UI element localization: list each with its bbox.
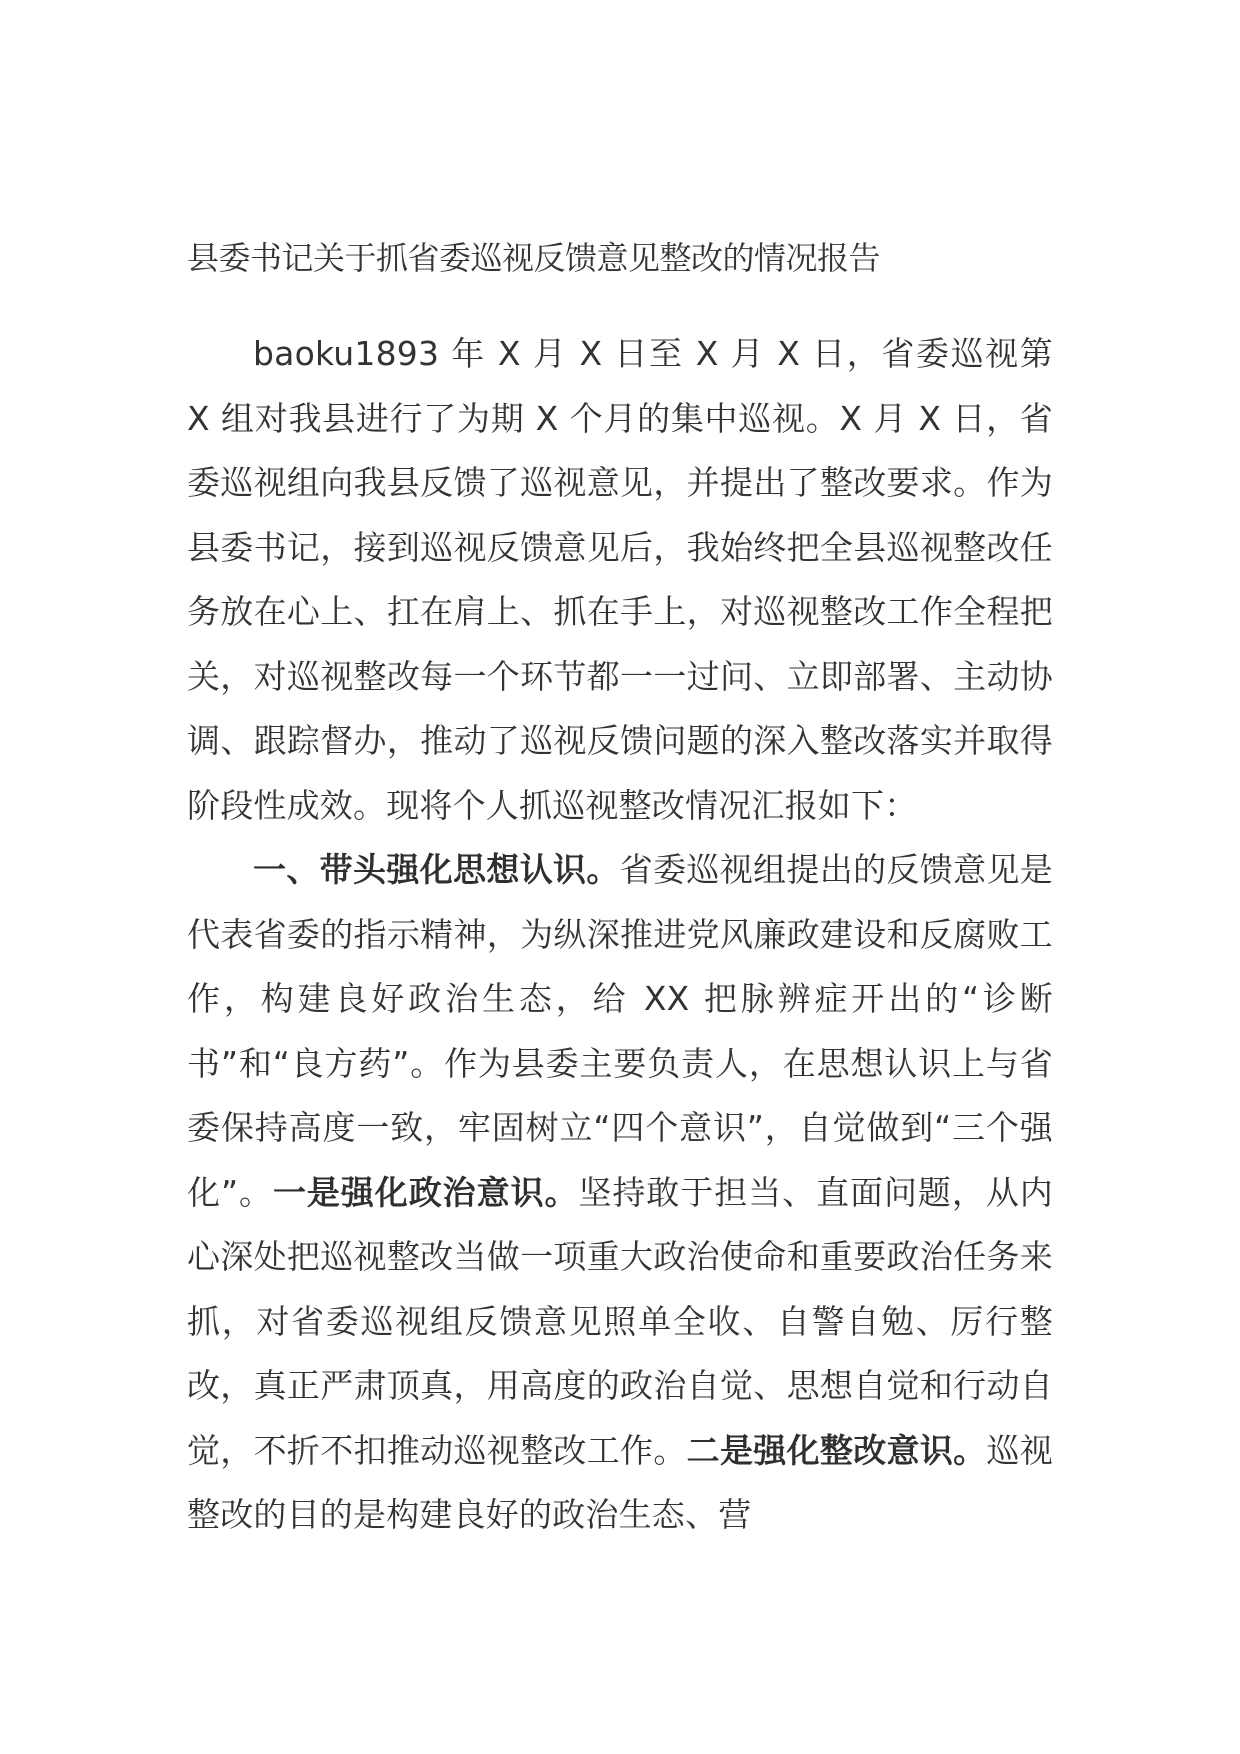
point-one-text: 坚持敢于担当、直面问题，从内心深处把巡视整改当做一项重大政治使命和重要政治任务来抓，对省委巡视组反馈意见照单全收、自警自勉、厉行整改，真正严肃顶真，用高度的政治自觉、思想自觉和行动自觉，不折不扣推动巡视整改工作。 [187, 1172, 1053, 1470]
document-body [187, 322, 1053, 1548]
intro-paragraph: baoku1893 年 X 月 X 日至 X 月 X 日，省委巡视第 X 组对我县进行了为期 X 个月的集中巡视。X 月 X 日，省委巡视组向我县反馈了巡视意见，并提出了整改要求。作为县委书记，接到巡视反馈意见后，我始终把全县巡视整改任务放在心上、扛在肩上、抓在手上，对巡视整改工作全程把关，对巡视整改每一个环节都一一过问、立即部署、主动协调、跟踪督办，推动了巡视反馈问题的深入整改落实并取得阶段性成效。现将个人抓巡视整改情况汇报如下： [187, 334, 1053, 825]
section-one-paragraph [187, 838, 1053, 1548]
point-two-heading: 二是强化整改意识。 [686, 1430, 987, 1470]
section-one-text: 省委巡视组提出的反馈意见是代表省委的指示精神，为纵深推进党风廉政建设和反腐败工作，构建良好政治生态，给 XX 把脉辨症开出的“诊断书”和“良方药”。作为县委主要负责人，在思想认识上与省委保持高度一致，牢固树立“四个意识”，自觉做到“三个强化”。 [187, 850, 1053, 1212]
point-one-heading: 一是强化政治意识。 [272, 1172, 579, 1212]
point-two-text: 巡视整改的目的是构建良好的政治生态、营 [187, 1430, 1053, 1534]
section-one-heading: 一、带头强化思想认识。 [253, 850, 620, 889]
document-title: 县委书记关于抓省委巡视反馈意见整改的情况报告 [187, 239, 881, 277]
